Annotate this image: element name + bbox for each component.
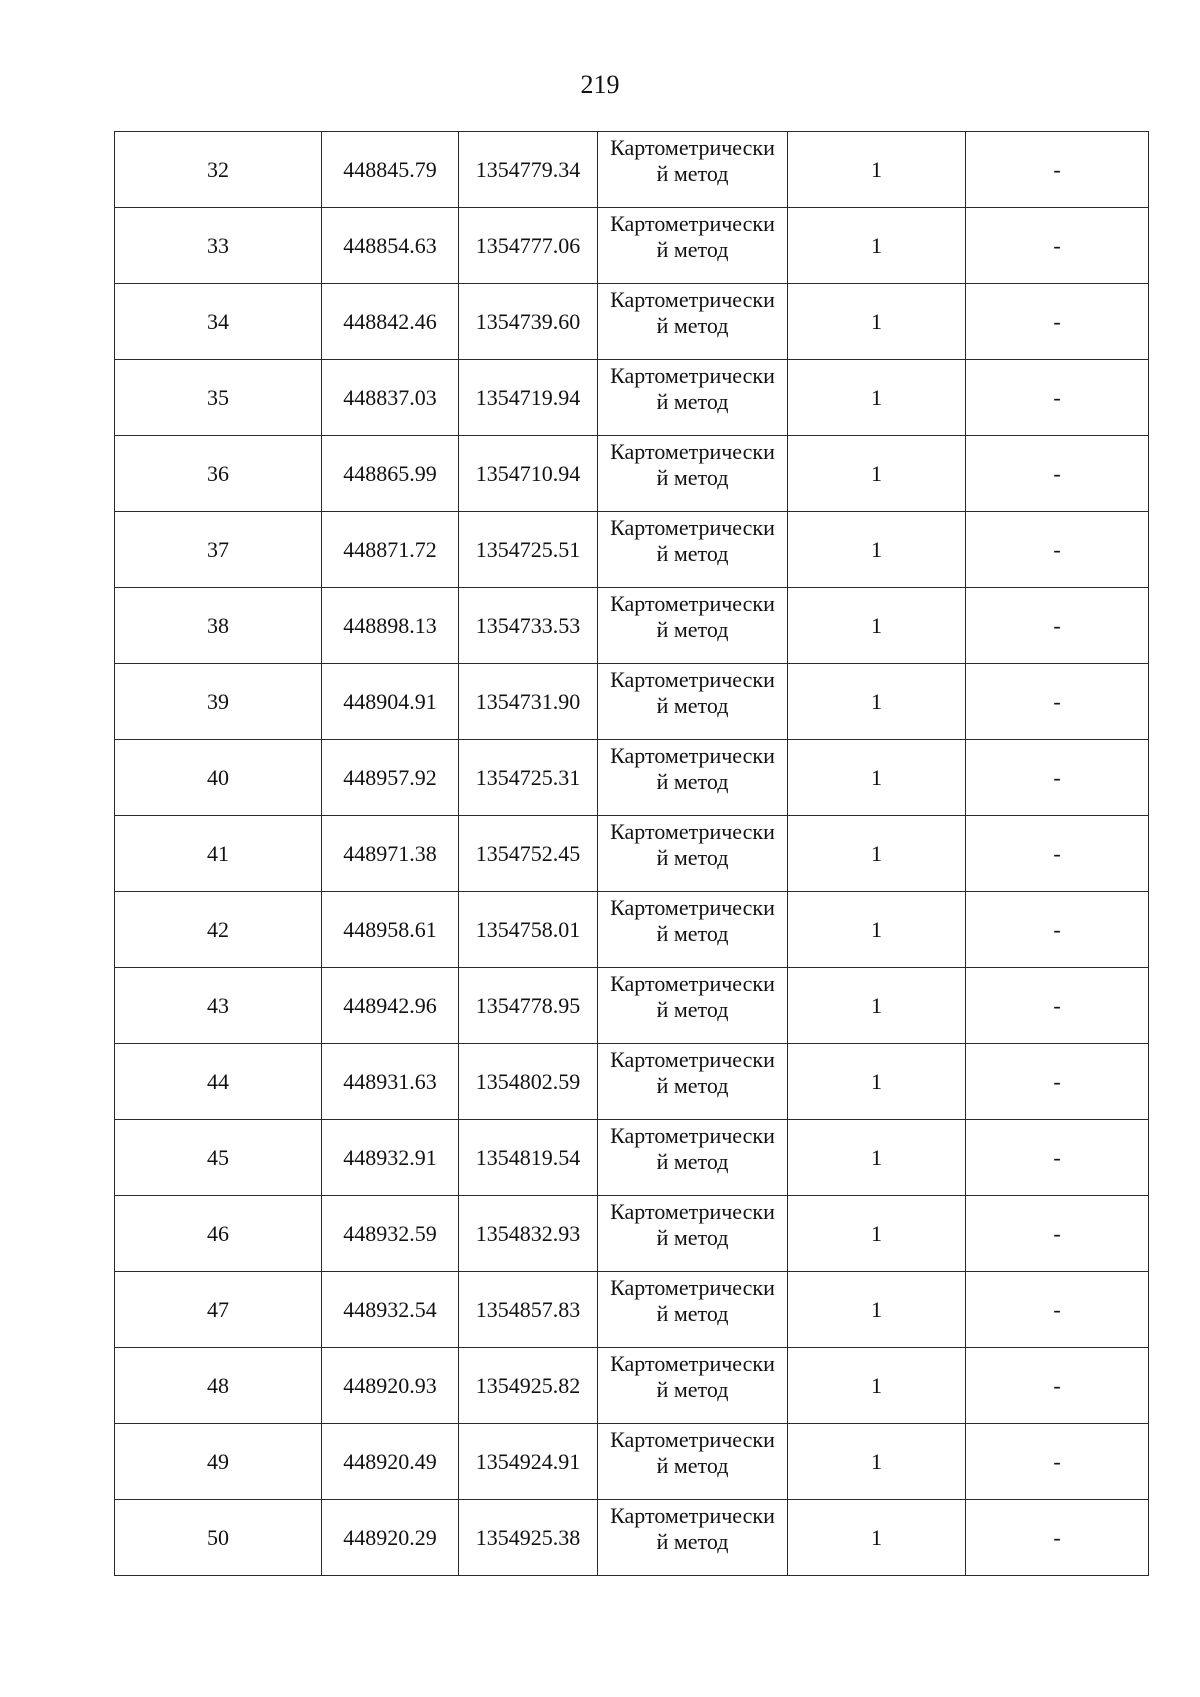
x-coordinate-cell: 448958.61	[322, 892, 459, 968]
method-line-2: й метод	[656, 1301, 729, 1326]
method-line-1: Картометрически	[610, 743, 775, 768]
accuracy-cell: 1	[788, 892, 966, 968]
table-row	[115, 1424, 1149, 1500]
method-cell	[598, 436, 788, 512]
method-line-1: Картометрически	[610, 1047, 775, 1072]
y-coordinate-cell: 1354819.54	[459, 1120, 598, 1196]
table-row	[115, 208, 1149, 284]
method-line-1: Картометрически	[610, 287, 775, 312]
method-line-2: й метод	[656, 161, 729, 186]
method-line-2: й метод	[656, 1149, 729, 1174]
x-coordinate-cell: 448920.49	[322, 1424, 459, 1500]
point-number-cell: 43	[115, 968, 322, 1044]
table-row	[115, 816, 1149, 892]
description-cell: -	[966, 816, 1149, 892]
accuracy-cell: 1	[788, 208, 966, 284]
method-line-2: й метод	[656, 541, 729, 566]
table-row	[115, 1196, 1149, 1272]
table-row	[115, 740, 1149, 816]
method-cell	[598, 968, 788, 1044]
accuracy-cell: 1	[788, 1500, 966, 1576]
method-line-2: й метод	[656, 313, 729, 338]
point-number-cell: 35	[115, 360, 322, 436]
method-line-1: Картометрически	[610, 971, 775, 996]
x-coordinate-cell: 448932.91	[322, 1120, 459, 1196]
method-line-1: Картометрически	[610, 363, 775, 388]
x-coordinate-cell: 448865.99	[322, 436, 459, 512]
method-line-2: й метод	[656, 389, 729, 414]
description-cell: -	[966, 1196, 1149, 1272]
table-row	[115, 1500, 1149, 1576]
method-line-2: й метод	[656, 997, 729, 1022]
x-coordinate-cell: 448854.63	[322, 208, 459, 284]
table-row	[115, 284, 1149, 360]
accuracy-cell: 1	[788, 132, 966, 208]
method-line-1: Картометрически	[610, 135, 775, 160]
x-coordinate-cell: 448971.38	[322, 816, 459, 892]
method-line-1: Картометрически	[610, 1351, 775, 1376]
method-line-2: й метод	[656, 465, 729, 490]
method-cell	[598, 208, 788, 284]
accuracy-cell: 1	[788, 1424, 966, 1500]
page-number: 219	[580, 70, 620, 99]
method-line-1: Картометрически	[610, 1503, 775, 1528]
y-coordinate-cell: 1354778.95	[459, 968, 598, 1044]
description-cell: -	[966, 740, 1149, 816]
method-line-1: Картометрически	[610, 895, 775, 920]
description-cell: -	[966, 360, 1149, 436]
y-coordinate-cell: 1354802.59	[459, 1044, 598, 1120]
accuracy-cell: 1	[788, 588, 966, 664]
method-cell	[598, 588, 788, 664]
table-row	[115, 892, 1149, 968]
y-coordinate-cell: 1354925.82	[459, 1348, 598, 1424]
y-coordinate-cell: 1354777.06	[459, 208, 598, 284]
x-coordinate-cell: 448920.93	[322, 1348, 459, 1424]
method-line-1: Картометрически	[610, 667, 775, 692]
y-coordinate-cell: 1354710.94	[459, 436, 598, 512]
point-number-cell: 44	[115, 1044, 322, 1120]
y-coordinate-cell: 1354779.34	[459, 132, 598, 208]
method-cell	[598, 1044, 788, 1120]
y-coordinate-cell: 1354731.90	[459, 664, 598, 740]
method-line-1: Картометрически	[610, 1123, 775, 1148]
x-coordinate-cell: 448837.03	[322, 360, 459, 436]
method-line-2: й метод	[656, 1073, 729, 1098]
description-cell: -	[966, 664, 1149, 740]
description-cell: -	[966, 512, 1149, 588]
method-line-1: Картометрически	[610, 1199, 775, 1224]
method-cell	[598, 1120, 788, 1196]
method-line-2: й метод	[656, 693, 729, 718]
method-cell	[598, 1348, 788, 1424]
method-line-2: й метод	[656, 1529, 729, 1554]
description-cell: -	[966, 968, 1149, 1044]
point-number-cell: 47	[115, 1272, 322, 1348]
table-row	[115, 588, 1149, 664]
description-cell: -	[966, 132, 1149, 208]
accuracy-cell: 1	[788, 1196, 966, 1272]
accuracy-cell: 1	[788, 512, 966, 588]
table-row	[115, 1348, 1149, 1424]
table-row	[115, 1044, 1149, 1120]
method-line-2: й метод	[656, 1225, 729, 1250]
table-row	[115, 132, 1149, 208]
method-cell	[598, 360, 788, 436]
point-number-cell: 49	[115, 1424, 322, 1500]
y-coordinate-cell: 1354924.91	[459, 1424, 598, 1500]
point-number-cell: 36	[115, 436, 322, 512]
accuracy-cell: 1	[788, 1044, 966, 1120]
point-number-cell: 37	[115, 512, 322, 588]
method-line-2: й метод	[656, 921, 729, 946]
table-row	[115, 968, 1149, 1044]
accuracy-cell: 1	[788, 1120, 966, 1196]
description-cell: -	[966, 892, 1149, 968]
x-coordinate-cell: 448845.79	[322, 132, 459, 208]
table-row	[115, 664, 1149, 740]
accuracy-cell: 1	[788, 816, 966, 892]
coordinates-table	[114, 131, 1149, 1576]
table-row	[115, 360, 1149, 436]
method-line-1: Картометрически	[610, 819, 775, 844]
description-cell: -	[966, 1348, 1149, 1424]
y-coordinate-cell: 1354857.83	[459, 1272, 598, 1348]
y-coordinate-cell: 1354725.31	[459, 740, 598, 816]
method-cell	[598, 1424, 788, 1500]
table-row	[115, 1120, 1149, 1196]
x-coordinate-cell: 448957.92	[322, 740, 459, 816]
point-number-cell: 48	[115, 1348, 322, 1424]
point-number-cell: 45	[115, 1120, 322, 1196]
method-cell	[598, 892, 788, 968]
y-coordinate-cell: 1354725.51	[459, 512, 598, 588]
method-line-2: й метод	[656, 845, 729, 870]
point-number-cell: 41	[115, 816, 322, 892]
method-line-2: й метод	[656, 769, 729, 794]
method-line-1: Картометрически	[610, 439, 775, 464]
x-coordinate-cell: 448904.91	[322, 664, 459, 740]
x-coordinate-cell: 448942.96	[322, 968, 459, 1044]
method-cell	[598, 740, 788, 816]
x-coordinate-cell: 448920.29	[322, 1500, 459, 1576]
description-cell: -	[966, 1500, 1149, 1576]
y-coordinate-cell: 1354758.01	[459, 892, 598, 968]
accuracy-cell: 1	[788, 664, 966, 740]
x-coordinate-cell: 448931.63	[322, 1044, 459, 1120]
y-coordinate-cell: 1354832.93	[459, 1196, 598, 1272]
y-coordinate-cell: 1354719.94	[459, 360, 598, 436]
method-line-1: Картометрически	[610, 1427, 775, 1452]
description-cell: -	[966, 284, 1149, 360]
y-coordinate-cell: 1354752.45	[459, 816, 598, 892]
method-line-1: Картометрически	[610, 591, 775, 616]
table-row	[115, 512, 1149, 588]
y-coordinate-cell: 1354925.38	[459, 1500, 598, 1576]
description-cell: -	[966, 588, 1149, 664]
method-line-1: Картометрически	[610, 211, 775, 236]
method-cell	[598, 816, 788, 892]
accuracy-cell: 1	[788, 968, 966, 1044]
point-number-cell: 38	[115, 588, 322, 664]
method-line-1: Картометрически	[610, 515, 775, 540]
point-number-cell: 46	[115, 1196, 322, 1272]
point-number-cell: 40	[115, 740, 322, 816]
accuracy-cell: 1	[788, 740, 966, 816]
method-cell	[598, 284, 788, 360]
x-coordinate-cell: 448871.72	[322, 512, 459, 588]
method-cell	[598, 1500, 788, 1576]
x-coordinate-cell: 448842.46	[322, 284, 459, 360]
description-cell: -	[966, 436, 1149, 512]
accuracy-cell: 1	[788, 360, 966, 436]
y-coordinate-cell: 1354739.60	[459, 284, 598, 360]
point-number-cell: 33	[115, 208, 322, 284]
point-number-cell: 42	[115, 892, 322, 968]
x-coordinate-cell: 448932.54	[322, 1272, 459, 1348]
method-cell	[598, 664, 788, 740]
description-cell: -	[966, 1120, 1149, 1196]
description-cell: -	[966, 1044, 1149, 1120]
method-cell	[598, 132, 788, 208]
method-cell	[598, 1272, 788, 1348]
description-cell: -	[966, 1424, 1149, 1500]
point-number-cell: 32	[115, 132, 322, 208]
description-cell: -	[966, 208, 1149, 284]
method-line-1: Картометрически	[610, 1275, 775, 1300]
x-coordinate-cell: 448898.13	[322, 588, 459, 664]
description-cell: -	[966, 1272, 1149, 1348]
table-row	[115, 436, 1149, 512]
method-line-2: й метод	[656, 617, 729, 642]
accuracy-cell: 1	[788, 1348, 966, 1424]
accuracy-cell: 1	[788, 284, 966, 360]
x-coordinate-cell: 448932.59	[322, 1196, 459, 1272]
method-line-2: й метод	[656, 1377, 729, 1402]
table-row	[115, 1272, 1149, 1348]
y-coordinate-cell: 1354733.53	[459, 588, 598, 664]
point-number-cell: 39	[115, 664, 322, 740]
table-body	[115, 132, 1149, 1576]
point-number-cell: 50	[115, 1500, 322, 1576]
method-cell	[598, 1196, 788, 1272]
method-cell	[598, 512, 788, 588]
method-line-2: й метод	[656, 237, 729, 262]
method-line-2: й метод	[656, 1453, 729, 1478]
accuracy-cell: 1	[788, 1272, 966, 1348]
point-number-cell: 34	[115, 284, 322, 360]
accuracy-cell: 1	[788, 436, 966, 512]
